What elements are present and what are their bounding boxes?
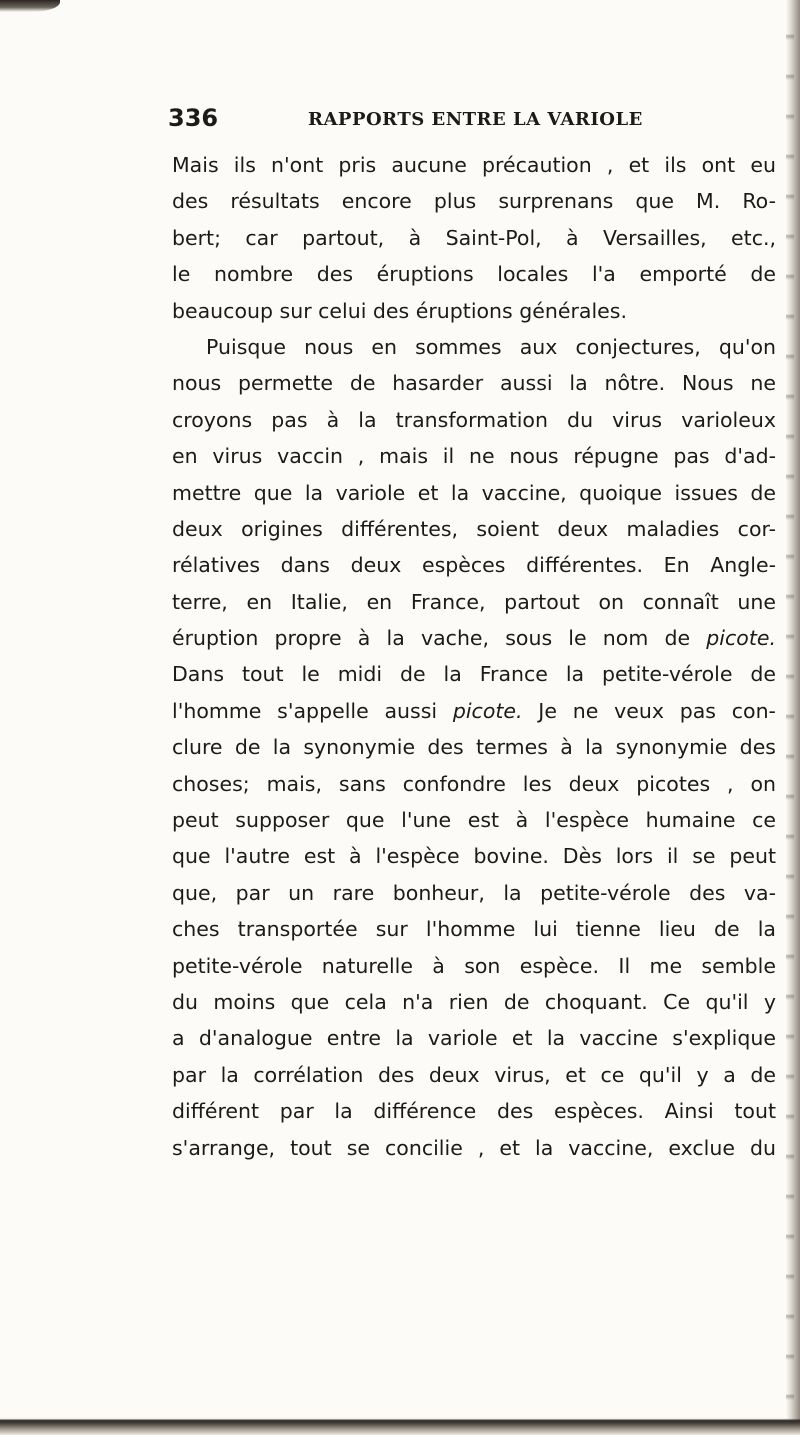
text-line: Puisque nous en sommes aux conjectures, qu'on bbox=[206, 334, 776, 359]
text-line: a d'analogue entre la variole et la vaccine s'explique bbox=[172, 1026, 776, 1051]
text-line: Dans tout le midi de la France la petite-vérole de bbox=[172, 662, 776, 687]
italic-term: picote. bbox=[452, 698, 523, 723]
text-line: que, par un rare bonheur, la petite-vérole des va- bbox=[172, 880, 776, 905]
text-line: du moins que cela n'a rien de choquant. Ce qu'il y bbox=[172, 989, 776, 1014]
scan-corner-shadow bbox=[0, 0, 60, 12]
text-segment: Je ne veux pas con- bbox=[522, 698, 776, 723]
scan-bottom-edge bbox=[0, 1405, 800, 1435]
text-line: que l'autre est à l'espèce bovine. Dès lors il se peut bbox=[172, 844, 776, 869]
text-line: en virus vaccin , mais il ne nous répugne pas d'ad- bbox=[172, 444, 776, 469]
text-line-with-italic bbox=[172, 693, 776, 729]
text-line: par la corrélation des deux virus, et ce qu'il y a de bbox=[172, 1062, 776, 1087]
text-line: beaucoup sur celui des éruptions générales. bbox=[172, 298, 627, 323]
text-line: mettre que la variole et la vaccine, quoique issues de bbox=[172, 480, 776, 505]
text-line: Mais ils n'ont pris aucune précaution , et ils ont eu bbox=[172, 153, 776, 177]
running-head: RAPPORTS ENTRE LA VARIOLE bbox=[308, 109, 643, 130]
text-line: s'arrange, tout se concilie , et la vaccine, exclue du bbox=[172, 1135, 776, 1160]
text-line: rélatives dans deux espèces différentes. En Angle- bbox=[172, 553, 776, 578]
text-line: deux origines différentes, soient deux maladies cor- bbox=[172, 516, 776, 541]
text-line: des résultats encore plus surprenans que M. Ro- bbox=[172, 189, 776, 214]
text-line: différent par la différence des espèces. Ainsi tout bbox=[172, 1099, 776, 1124]
text-line: petite-vérole naturelle à son espèce. Il me semble bbox=[172, 953, 776, 978]
text-line-with-italic bbox=[172, 620, 776, 656]
text-segment: l'homme s'appelle aussi bbox=[172, 698, 438, 723]
text-line: peut supposer que l'une est à l'espèce humaine ce bbox=[172, 808, 776, 833]
text-line: le nombre des éruptions locales l'a emporté de bbox=[172, 262, 776, 287]
page-number: 336 bbox=[168, 104, 219, 132]
text-line: croyons pas à la transformation du virus varioleux bbox=[172, 407, 776, 432]
text-line: bert; car partout, à Saint-Pol, à Versailles, etc., bbox=[172, 225, 776, 250]
body-text bbox=[172, 147, 776, 1166]
text-line: nous permette de hasarder aussi la nôtre. Nous ne bbox=[172, 371, 776, 396]
scan-right-edge-marks bbox=[786, 0, 794, 1435]
italic-term: picote. bbox=[706, 626, 776, 651]
page-header bbox=[168, 98, 768, 138]
text-line: choses; mais, sans confondre les deux picotes , on bbox=[172, 771, 776, 796]
text-line: ches transportée sur l'homme lui tienne lieu de la bbox=[172, 917, 776, 942]
text-line: terre, en Italie, en France, partout on connaît une bbox=[172, 589, 776, 614]
text-line: clure de la synonymie des termes à la synonymie des bbox=[172, 735, 776, 760]
text-segment: éruption propre à la vache, sous le nom de bbox=[172, 626, 691, 651]
